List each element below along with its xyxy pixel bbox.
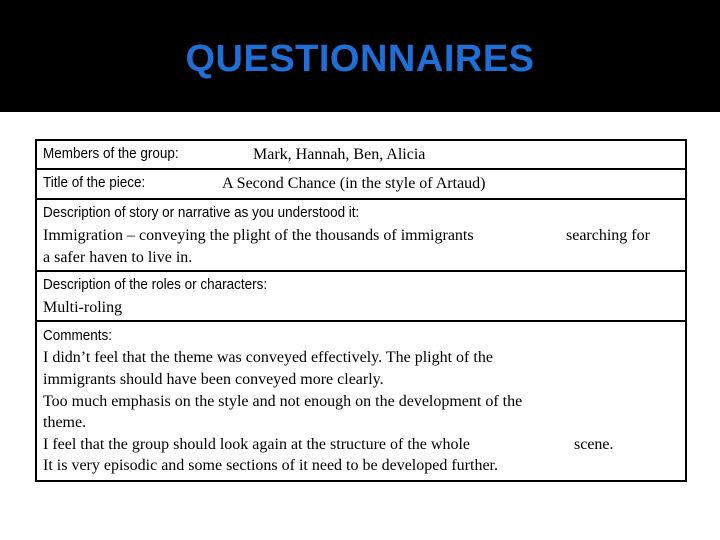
- members-value: Mark, Hannah, Ben, Alicia: [253, 146, 426, 163]
- members-row: [37, 141, 685, 170]
- title-row: [37, 170, 685, 200]
- page-title: QUESTIONNAIRES: [185, 38, 535, 80]
- comments-label: Comments:: [43, 328, 112, 344]
- comment-line: immigrants should have been conveyed more clearly.: [43, 371, 384, 388]
- title-value: A Second Chance (in the style of Artaud): [222, 175, 486, 192]
- comment-line: I feel that the group should look again at the structure of the whole: [43, 436, 470, 453]
- story-line: Immigration – conveying the plight of the thousands of immigrants: [43, 227, 474, 244]
- story-label: Description of story or narrative as you understood it:: [43, 205, 360, 221]
- comments-row: [37, 322, 685, 480]
- roles-value: Multi-roling: [43, 299, 123, 316]
- comment-line: scene.: [574, 436, 614, 453]
- slide-header: [0, 0, 720, 112]
- roles-label: Description of the roles or characters:: [43, 277, 268, 293]
- questionnaire-table: [35, 139, 687, 482]
- story-line: searching for: [566, 227, 650, 244]
- roles-row: [37, 272, 685, 322]
- comment-line: Too much emphasis on the style and not enough on the development of the: [43, 393, 523, 410]
- comment-line: I didn’t feel that the theme was conveyed effectively. The plight of the: [43, 349, 493, 366]
- members-label: Members of the group:: [43, 146, 179, 162]
- story-row: [37, 200, 685, 272]
- comment-line: It is very episodic and some sections of it need to be developed further.: [43, 457, 498, 474]
- story-line: a safer haven to live in.: [43, 249, 193, 266]
- comment-line: theme.: [43, 414, 87, 431]
- title-label: Title of the piece:: [43, 175, 146, 191]
